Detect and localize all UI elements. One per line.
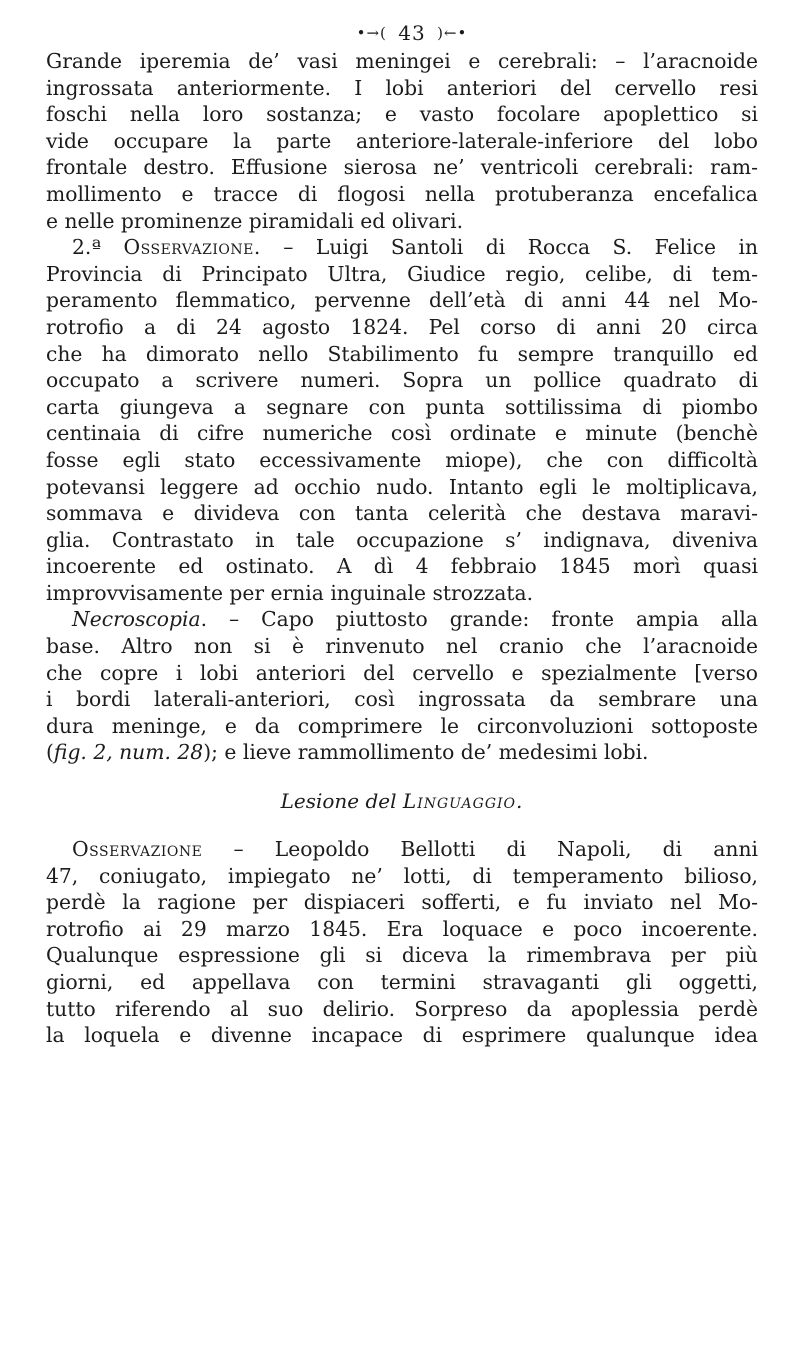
text-line: [46, 739, 758, 766]
observation-number: 2.ª: [72, 235, 101, 260]
text-line: Provincia di Principato Ultra, Giudice regio, celibe, di tem-: [46, 261, 758, 286]
text-fragment: – Leopoldo Bellotti di Napoli, di anni: [202, 837, 758, 862]
text-line: centinaia di cifre numeriche così ordinate e minute (benchè: [46, 421, 758, 446]
text-line: potevansi leggere ad occhio nudo. Intanto egli le moltiplicava,: [46, 474, 758, 499]
section-title: [46, 788, 758, 814]
text-fragment: . – Capo piuttosto grande: fronte ampia alla: [200, 607, 758, 632]
text-line: [46, 234, 758, 261]
paragraph-3: [46, 606, 758, 766]
text-line: Qualunque espressione gli si diceva la rimembrava per più: [46, 943, 758, 968]
text-line: dura meninge, e da comprimere le circonvoluzioni sottoposte: [46, 713, 758, 738]
observation-label: Osservazione.: [123, 235, 261, 260]
figure-reference: fig. 2, num. 28: [53, 740, 204, 765]
text-line: 47, coniugato, impiegato ne’ lotti, di temperamento bilioso,: [46, 863, 758, 888]
text-line: mollimento e tracce di flogosi nella protuberanza encefalica: [46, 181, 758, 206]
page-number: 43: [398, 20, 426, 45]
page-header: [66, 14, 758, 48]
book-page: [46, 14, 758, 1049]
text-line: perdè la ragione per dispiaceri sofferti, e fu inviato nel Mo-: [46, 890, 758, 915]
text-line: glia. Contrastato in tale occupazione s’ indignava, diveniva: [46, 527, 758, 552]
paragraph-1: [46, 48, 758, 234]
text-line: che ha dimorato nello Stabilimento fu sempre tranquillo ed: [46, 341, 758, 366]
text-line: i bordi laterali-anteriori, così ingrossata da sembrare una: [46, 687, 758, 712]
header-ornament-right: )←•: [437, 23, 468, 42]
text-line: improvvisamente per ernia inguinale strozzata.: [46, 580, 534, 605]
text-line: rotrofio ai 29 marzo 1845. Era loquace e poco incoerente.: [46, 916, 758, 941]
header-ornament-left: •→(: [356, 23, 387, 42]
text-line: vide occupare la parte anteriore-laterale-inferiore del lobo: [46, 128, 758, 153]
text-line: la loquela e divenne incapace di esprimere qualunque idea: [46, 1023, 758, 1048]
text-line: che copre i lobi anteriori del cervello e spezialmente [verso: [46, 660, 758, 685]
text-line: [46, 836, 758, 863]
text-line: sommava e divideva con tanta celerità che destava maravi-: [46, 501, 758, 526]
necroscopy-label: Necroscopia: [72, 607, 201, 632]
text-line: e nelle prominenze piramidali ed olivari.: [46, 208, 464, 233]
observation-label: Osservazione: [72, 837, 203, 862]
text-fragment: (: [46, 740, 54, 765]
text-line: base. Altro non si è rinvenuto nel cranio che l’aracnoide: [46, 634, 758, 659]
section-title-smallcaps: Linguaggio.: [402, 789, 524, 814]
text-line: giorni, ed appellava con termini stravaganti gli oggetti,: [46, 970, 758, 994]
text-line: occupato a scrivere numeri. Sopra un pollice quadrato di: [46, 368, 758, 393]
text-line: incoerente ed ostinato. A dì 4 febbraio 1845 morì quasi: [46, 554, 758, 579]
text-line: fosse egli stato eccessivamente miope), che con difficoltà: [46, 447, 758, 472]
text-fragment: );: [203, 740, 218, 765]
paragraph-4: [46, 836, 758, 1049]
text-line: foschi nella loro sostanza; e vasto focolare apoplettico si: [46, 102, 758, 127]
text-line: peramento flemmatico, pervenne dell’età di anni 44 nel Mo-: [46, 288, 758, 313]
text-line: rotrofio a di 24 agosto 1824. Pel corso di anni 20 circa: [46, 314, 758, 339]
text-line: tutto riferendo al suo delirio. Sorpreso da apoplessia perdè: [46, 996, 758, 1021]
text-line: carta giungeva a segnare con punta sottilissima di piombo: [46, 394, 758, 419]
text-line: frontale destro. Effusione sierosa ne’ ventricoli cerebrali: ram-: [46, 155, 758, 180]
text-line: [46, 606, 758, 633]
paragraph-2: [46, 234, 758, 606]
text-line: ingrossata anteriormente. I lobi anteriori del cervello resi: [46, 75, 758, 100]
text-fragment: – Luigi Santoli di Rocca S. Felice in: [283, 235, 759, 260]
section-title-prefix: Lesione del: [280, 789, 403, 814]
text-fragment: e lieve rammollimento de’ medesimi lobi.: [217, 740, 649, 765]
text-line: Grande iperemia de’ vasi meningei e cerebrali: – l’aracnoide: [46, 49, 758, 73]
